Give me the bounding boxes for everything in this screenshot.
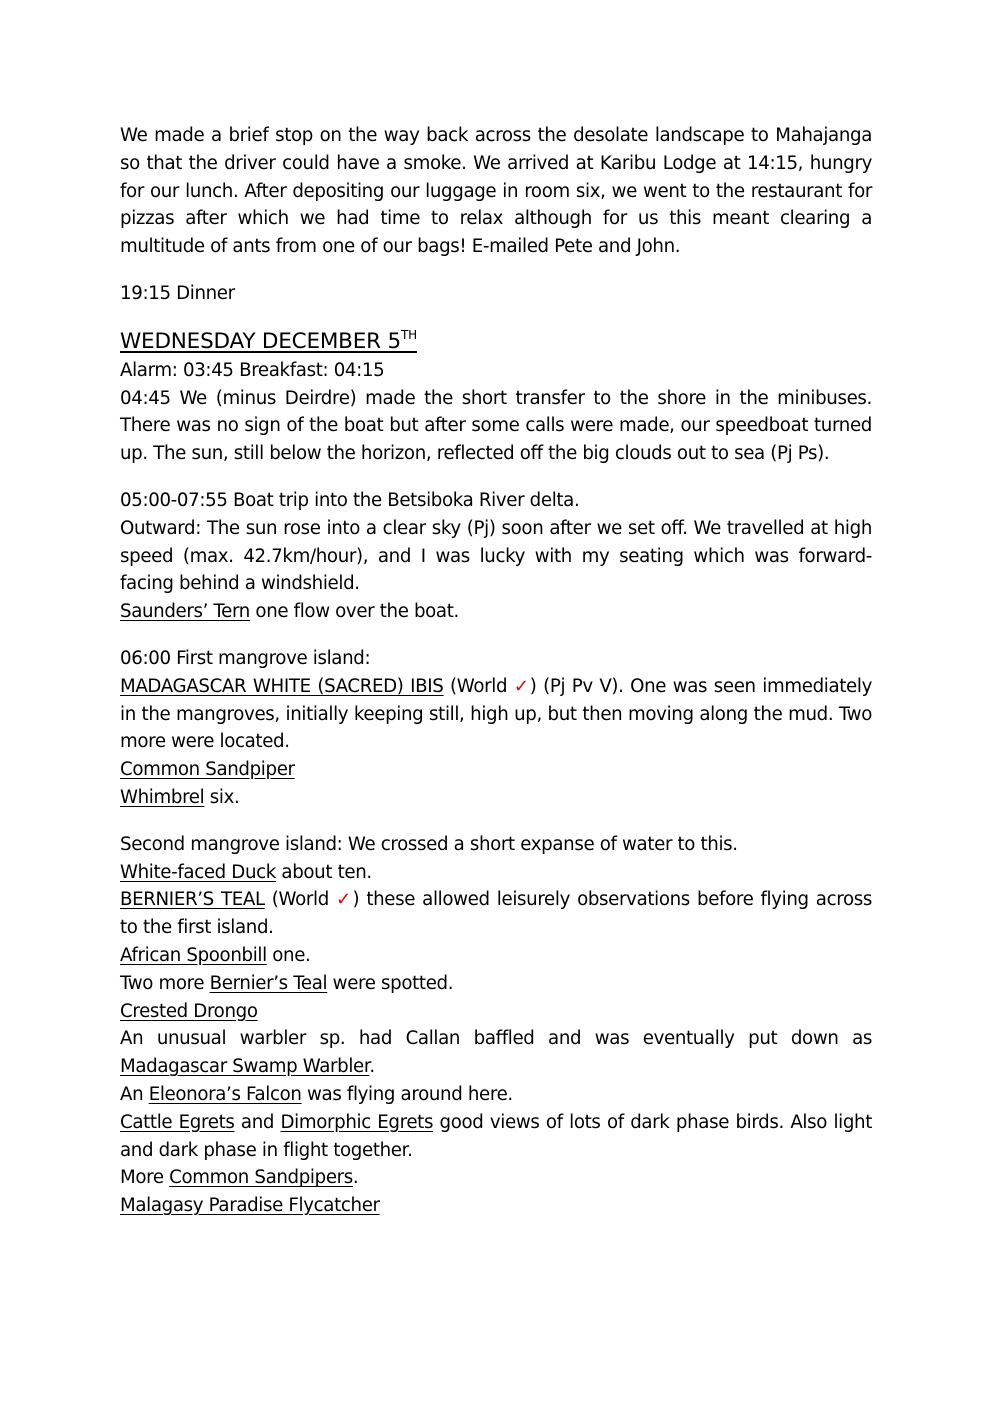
- day-heading-text: WEDNESDAY DECEMBER 5: [120, 328, 401, 354]
- tern-entry: [120, 598, 872, 626]
- species-cattle-egrets: Cattle Egrets: [120, 1111, 235, 1133]
- second-island-block: [120, 831, 872, 1220]
- falcon-entry: [120, 1081, 872, 1109]
- more-sandpipers-note: .: [352, 1167, 359, 1189]
- morning-block: [120, 357, 872, 468]
- more-sandpipers-entry: [120, 1164, 872, 1192]
- boat-trip-block: [120, 487, 872, 626]
- species-berniers-teal-2: Bernier’s Teal: [209, 972, 328, 994]
- outward-paragraph: Outward: The sun rose into a clear sky (Pj) soon after we set off. We travelled at high speed (max. 42.7km/hour), and I was lucky with my seating which was forward-facing behind a windshield.: [120, 517, 872, 595]
- second-island-line: Second mangrove island: We crossed a short expanse of water to this.: [120, 833, 738, 855]
- whimbrel-entry: [120, 784, 872, 812]
- warbler-note: .: [369, 1056, 375, 1078]
- first-island-line: 06:00 First mangrove island:: [120, 647, 371, 669]
- species-common-sandpiper: Common Sandpiper: [120, 759, 295, 781]
- ibis-pre: (World: [443, 675, 514, 697]
- species-saunders-tern: Saunders’ Tern: [120, 601, 250, 623]
- warbler-entry: [120, 1025, 872, 1081]
- more-sandpipers-pre: More: [120, 1167, 170, 1189]
- ibis-note: ) (Pj Pv V). One was seen immediately in the mangroves, initially keeping still, high up, but then moving along the mud. Two more were located.: [120, 675, 872, 753]
- species-berniers-teal: BERNIER’S TEAL: [120, 889, 265, 911]
- whimbrel-note: six.: [204, 786, 240, 808]
- flycatcher-entry: [120, 1192, 872, 1220]
- two-more-pre: Two more: [120, 972, 210, 994]
- egrets-entry: [120, 1109, 872, 1165]
- species-paradise-flycatcher: Malagasy Paradise Flycatcher: [120, 1195, 380, 1217]
- paragraph-return-journey: We made a brief stop on the way back across the desolate landscape to Mahajanga so that the driver could have a smoke. We arrived at Karibu Lodge at 14:15, hungry for our lunch. After depositing our luggage in room six, we went to the restaurant for pizzas after which we had time to relax although for us this meant clearing a multitude of ants from one of our bags! E-mailed Pete and John.: [120, 125, 872, 258]
- species-dimorphic-egrets: Dimorphic Egrets: [280, 1111, 434, 1133]
- species-white-faced-duck: White-faced Duck: [120, 861, 276, 883]
- two-more-note: were spotted.: [327, 972, 454, 994]
- falcon-note: was flying around here.: [301, 1083, 513, 1105]
- document-page: [120, 122, 872, 1239]
- falcon-pre: An: [120, 1083, 149, 1105]
- species-african-spoonbill: African Spoonbill: [120, 944, 267, 966]
- spoonbill-note: one.: [266, 944, 311, 966]
- teal-pre: (World: [264, 889, 336, 911]
- first-island-block: [120, 645, 872, 812]
- check-icon: ✓: [336, 889, 353, 911]
- sandpiper-entry: [120, 756, 872, 784]
- transfer-paragraph: 04:45 We (minus Deirdre) made the short transfer to the shore in the minibuses. There was no sign of the boat but after some calls were made, our speedboat turned up. The sun, still below the horizon, reflected off the big clouds out to sea (Pj Ps).: [120, 387, 872, 465]
- species-common-sandpipers: Common Sandpipers: [169, 1167, 353, 1189]
- check-icon: ✓: [513, 675, 530, 697]
- species-eleonoras-falcon: Eleonora’s Falcon: [148, 1083, 302, 1105]
- boat-trip-line: 05:00-07:55 Boat trip into the Betsiboka River delta.: [120, 489, 580, 511]
- species-swamp-warbler: Madagascar Swamp Warbler: [120, 1056, 370, 1078]
- teal-note: ) these allowed leisurely observations before flying across to the first island.: [120, 889, 873, 939]
- teal-entry: [120, 886, 872, 942]
- spoonbill-entry: [120, 942, 872, 970]
- day-heading-suffix: TH: [400, 327, 417, 342]
- ibis-entry: [120, 673, 872, 756]
- species-ibis: MADAGASCAR WHITE (SACRED) IBIS: [120, 675, 444, 697]
- duck-entry: [120, 859, 872, 887]
- egrets-mid: and: [234, 1111, 281, 1133]
- egrets-note: good views of lots of dark phase birds. Also light and dark phase in flight together.: [120, 1111, 873, 1161]
- species-crested-drongo: Crested Drongo: [120, 1000, 258, 1022]
- alarm-line: Alarm: 03:45 Breakfast: 04:15: [120, 359, 385, 381]
- drongo-entry: [120, 998, 872, 1026]
- tern-note: one flow over the boat.: [250, 601, 459, 623]
- warbler-pre: An unusual warbler sp. had Callan baffled and was eventually put down as: [120, 1028, 872, 1050]
- dinner-line: 19:15 Dinner: [120, 282, 235, 304]
- species-whimbrel: Whimbrel: [120, 786, 205, 808]
- two-more-entry: [120, 970, 872, 998]
- day-heading: [120, 327, 872, 357]
- duck-note: about ten.: [275, 861, 372, 883]
